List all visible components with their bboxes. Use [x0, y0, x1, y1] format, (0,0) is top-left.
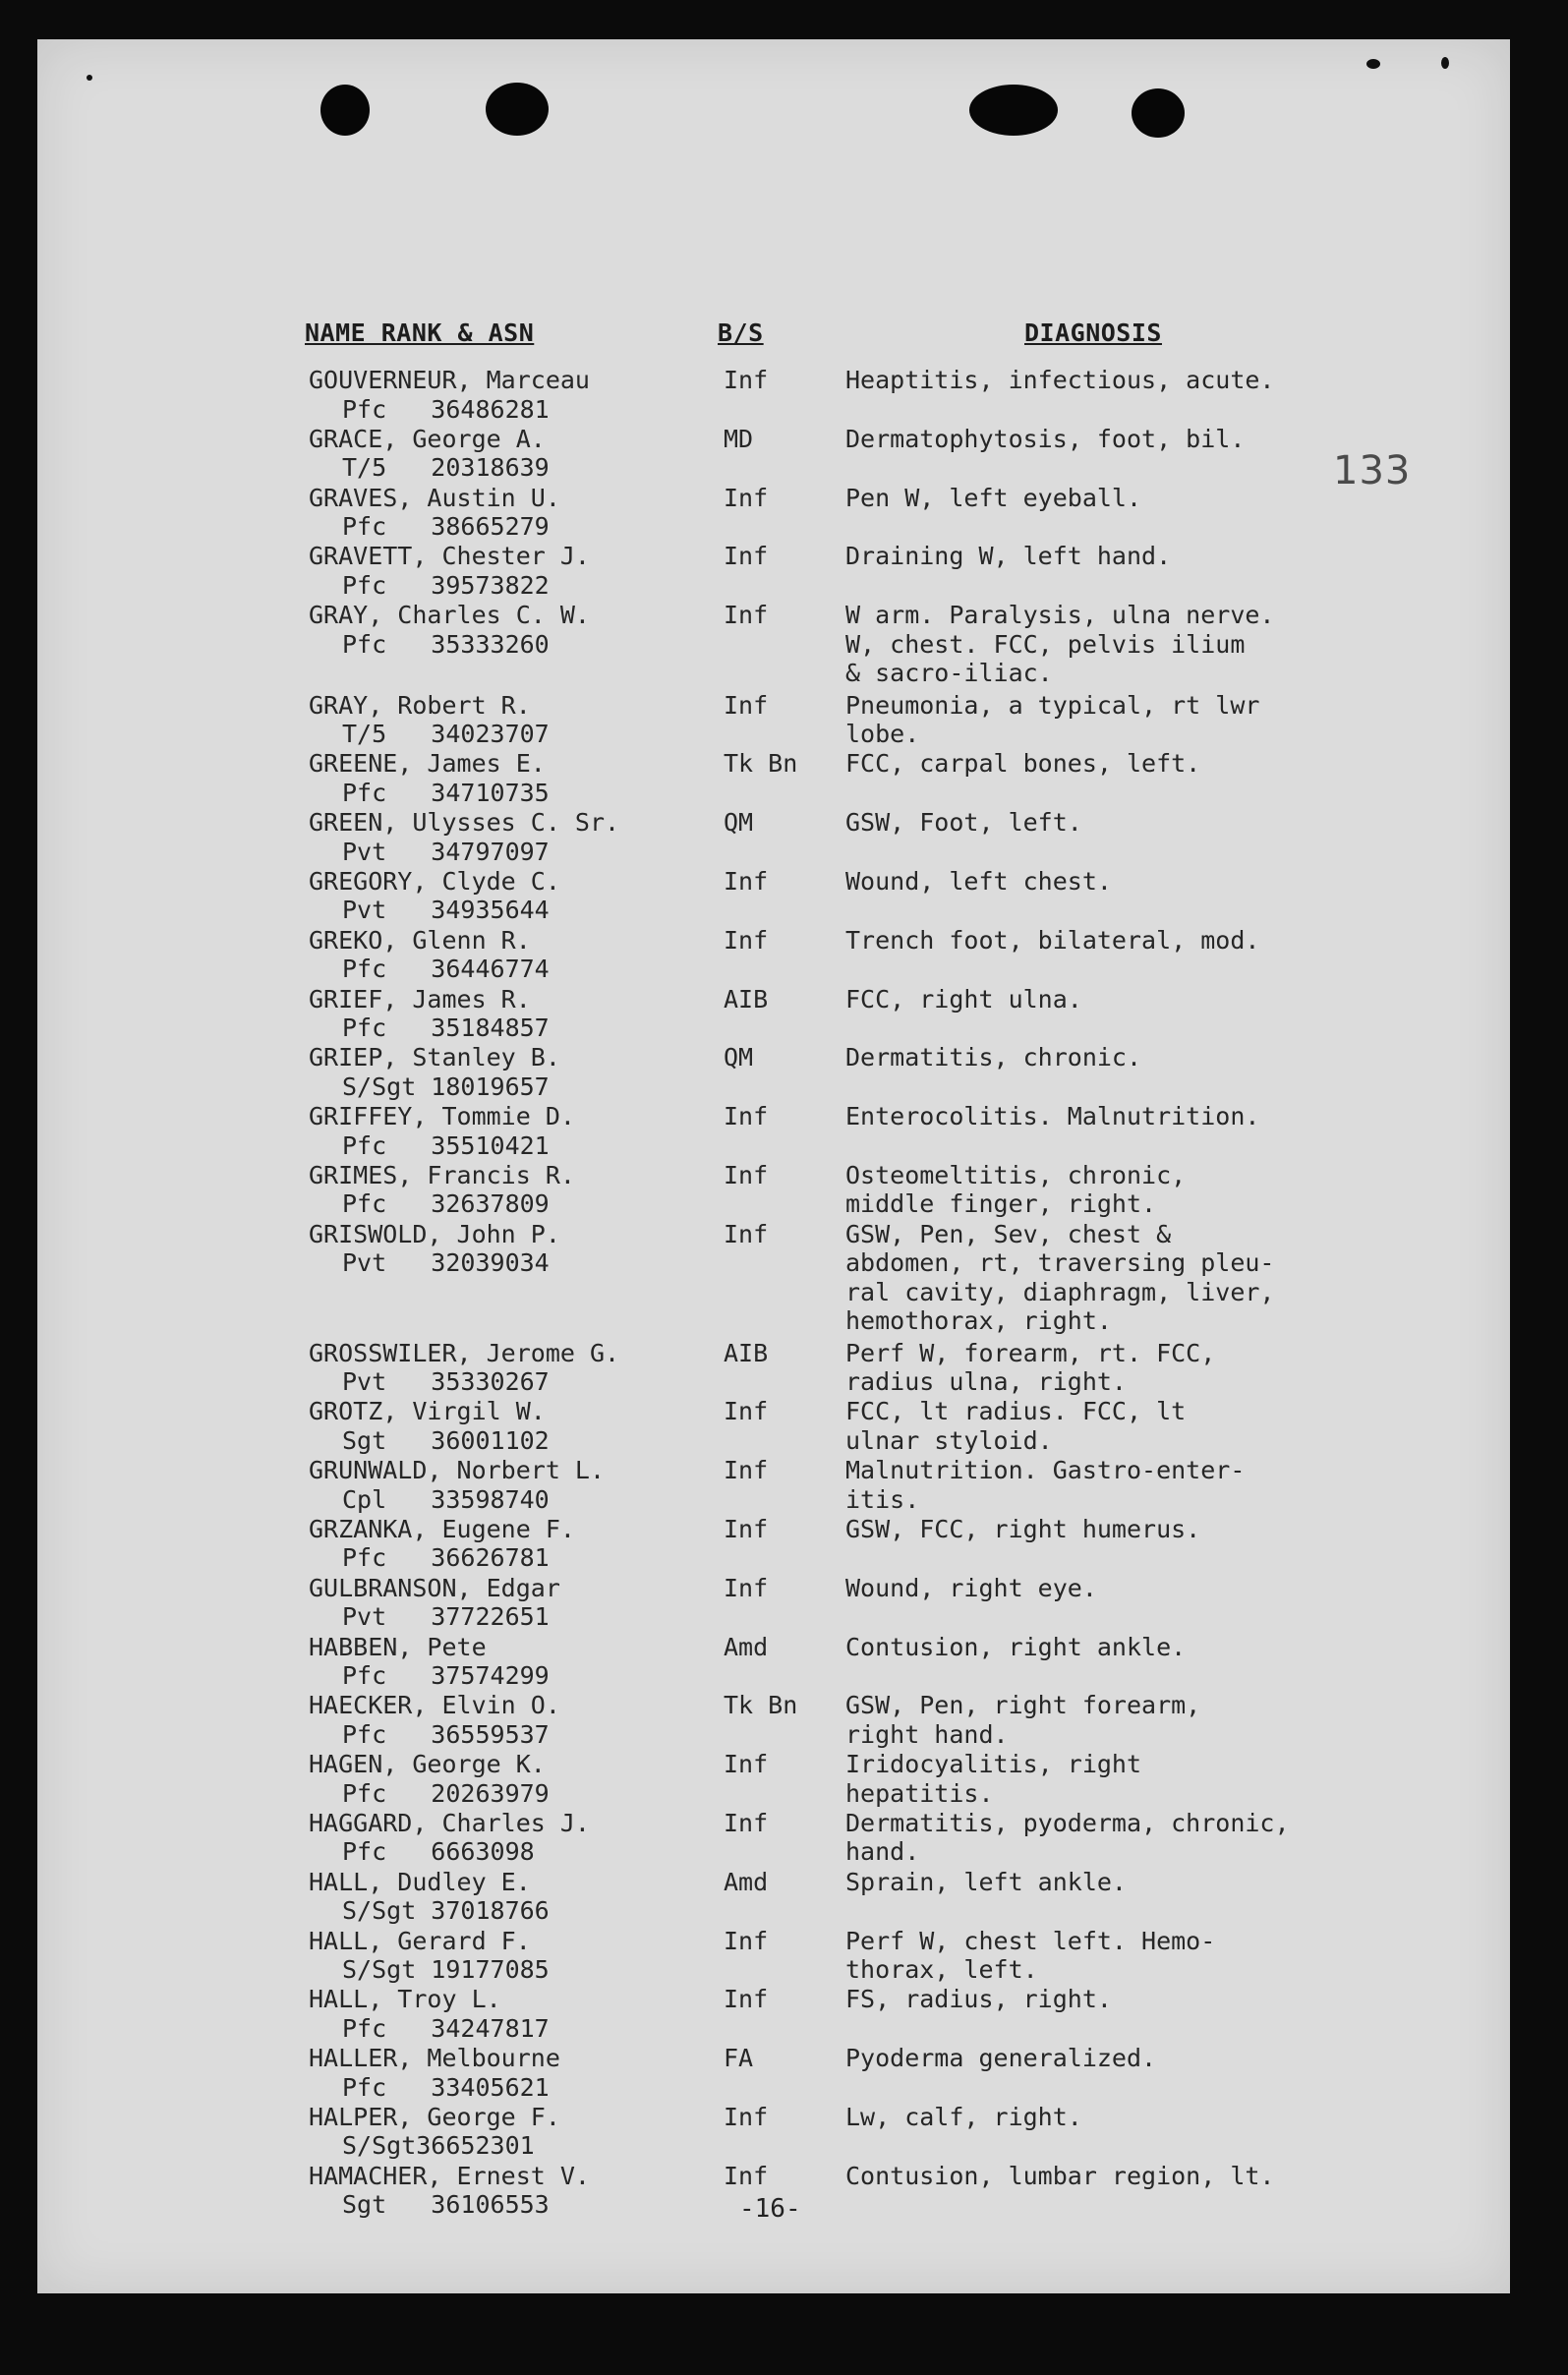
diagnosis-line: FCC, lt radius. FCC, lt	[845, 1397, 1187, 1426]
diagnosis	[845, 1750, 1141, 1808]
patient-name: GROSSWILER, Jerome G.	[309, 1338, 620, 1367]
diagnosis-line: middle finger, right.	[845, 1189, 1157, 1219]
branch-of-service: Tk Bn	[724, 749, 798, 779]
rank-asn: T/5 34023707	[342, 720, 550, 748]
diagnosis-line: itis.	[845, 1484, 920, 1514]
patient-name: HAGEN, George K.	[309, 1750, 546, 1779]
diagnosis-line: Wound, left chest.	[845, 866, 1112, 896]
rank-asn: Pfc 36559537	[342, 1719, 550, 1749]
diagnosis-line: Contusion, right ankle.	[845, 1632, 1187, 1661]
branch-of-service: Inf	[724, 1573, 769, 1602]
branch-of-service: Inf	[724, 1514, 769, 1543]
branch-of-service: FA	[724, 2044, 754, 2073]
patient-name: GRAY, Robert R.	[309, 690, 531, 720]
branch-of-service: Inf	[724, 483, 769, 512]
patient-name: GOUVERNEUR, Marceau	[309, 366, 590, 394]
diagnosis-line: ulnar styloid.	[845, 1425, 1053, 1455]
branch-of-service: Inf	[724, 2102, 769, 2131]
patient-name: GRACE, George A.	[309, 424, 546, 453]
rank-asn: Pfc 36486281	[342, 394, 550, 424]
branch-of-service: AIB	[724, 984, 769, 1014]
margin-page-number: 133	[1333, 448, 1412, 493]
diagnosis-line: Malnutrition. Gastro-enter-	[845, 1456, 1246, 1485]
diagnosis	[845, 985, 1082, 1014]
diagnosis	[845, 601, 1275, 688]
diagnosis	[845, 926, 1259, 956]
patient-name: GREEN, Ulysses C. Sr.	[309, 808, 620, 838]
rank-asn: Pfc 35184857	[342, 1014, 550, 1042]
patient-name: GRIEP, Stanley B.	[309, 1043, 560, 1072]
diagnosis	[845, 1868, 1127, 1897]
diagnosis	[845, 1220, 1275, 1336]
branch-of-service: Inf	[724, 866, 769, 896]
diagnosis-line: abdomen, rt, traversing pleu-	[845, 1248, 1275, 1278]
rank-asn: S/Sgt 37018766	[342, 1896, 550, 1926]
diagnosis-line: Pneumonia, a typical, rt lwr	[845, 690, 1260, 720]
branch-of-service: Inf	[724, 1456, 769, 1485]
patient-name: GREKO, Glenn R.	[309, 925, 531, 955]
branch-of-service: Inf	[724, 2161, 769, 2190]
branch-of-service: Inf	[724, 1808, 769, 1837]
diagnosis	[845, 691, 1259, 749]
rank-asn: Pfc 36446774	[342, 955, 550, 984]
punch-hole	[486, 83, 549, 136]
branch-of-service: Tk Bn	[724, 1691, 798, 1720]
diagnosis	[845, 808, 1082, 838]
diagnosis-line: GSW, Pen, Sev, chest &	[845, 1219, 1172, 1248]
patient-name: HAMACHER, Ernest V.	[309, 2161, 590, 2190]
diagnosis	[845, 749, 1200, 779]
diagnosis-line: Perf W, forearm, rt. FCC,	[845, 1338, 1216, 1367]
rank-asn: S/Sgt 18019657	[342, 1072, 550, 1101]
branch-of-service: Amd	[724, 1867, 769, 1896]
branch-of-service: Inf	[724, 366, 769, 394]
page-number: -16-	[739, 2194, 801, 2224]
branch-of-service: Inf	[724, 601, 769, 630]
diagnosis-line: Contusion, lumbar region, lt.	[845, 2161, 1275, 2190]
diagnosis	[845, 1515, 1200, 1544]
diagnosis-line: Enterocolitis. Malnutrition.	[845, 1102, 1260, 1131]
branch-of-service: Amd	[724, 1632, 769, 1661]
header-diagnosis: DIAGNOSIS	[1024, 319, 1162, 347]
document-page	[37, 39, 1510, 2293]
diagnosis-line: lobe.	[845, 720, 920, 748]
rank-asn: Sgt 36106553	[342, 2190, 550, 2220]
diagnosis-line: Iridocyalitis, right	[845, 1750, 1142, 1779]
patient-name: GULBRANSON, Edgar	[309, 1573, 560, 1602]
diagnosis-line: FCC, carpal bones, left.	[845, 749, 1201, 779]
rank-asn: Pfc 37574299	[342, 1661, 550, 1690]
diagnosis-line: FS, radius, right.	[845, 1985, 1112, 2014]
diagnosis	[845, 867, 1112, 897]
punch-hole	[320, 85, 370, 136]
rank-asn: Pfc 33405621	[342, 2072, 550, 2102]
branch-of-service: Inf	[724, 1985, 769, 2014]
patient-name: HAECKER, Elvin O.	[309, 1691, 560, 1720]
punch-hole	[1132, 88, 1185, 138]
patient-name: HALL, Gerard F.	[309, 1926, 531, 1955]
rank-asn: Pvt 37722651	[342, 1602, 550, 1632]
branch-of-service: Inf	[724, 1219, 769, 1248]
diagnosis-line: Pen W, left eyeball.	[845, 483, 1142, 512]
rank-asn: Pfc 6663098	[342, 1837, 535, 1867]
rank-asn: Pvt 32039034	[342, 1248, 550, 1278]
diagnosis	[845, 1161, 1186, 1219]
diagnosis-line: thorax, left.	[845, 1955, 1038, 1984]
patient-name: HABBEN, Pete	[309, 1632, 487, 1661]
diagnosis-line: Wound, right eye.	[845, 1573, 1097, 1602]
rank-asn: Pvt 34797097	[342, 837, 550, 866]
header-bs: B/S	[718, 319, 764, 347]
diagnosis-line: Dermatophytosis, foot, bil.	[845, 424, 1246, 453]
ink-speck	[1441, 57, 1449, 69]
patient-name: GROTZ, Virgil W.	[309, 1397, 546, 1426]
diagnosis-line: Lw, calf, right.	[845, 2102, 1082, 2131]
diagnosis	[845, 542, 1171, 571]
diagnosis-line: & sacro-iliac.	[845, 659, 1053, 688]
rank-asn: Pfc 34247817	[342, 2013, 550, 2043]
diagnosis	[845, 425, 1245, 454]
patient-name: GRIEF, James R.	[309, 984, 531, 1014]
diagnosis-line: Sprain, left ankle.	[845, 1867, 1127, 1896]
diagnosis-line: hepatitis.	[845, 1778, 994, 1808]
patient-name: GREGORY, Clyde C.	[309, 866, 560, 896]
diagnosis	[845, 1574, 1097, 1603]
patient-name: HALPER, George F.	[309, 2102, 560, 2131]
diagnosis-line: Pyoderma generalized.	[845, 2044, 1157, 2073]
diagnosis	[845, 1927, 1215, 1985]
patient-name: HALL, Troy L.	[309, 1985, 501, 2014]
patient-name: GRISWOLD, John P.	[309, 1219, 560, 1248]
patient-name: GRZANKA, Eugene F.	[309, 1514, 575, 1543]
ink-speck	[87, 75, 92, 81]
diagnosis	[845, 1102, 1259, 1131]
patient-name: GRAY, Charles C. W.	[309, 601, 590, 630]
diagnosis-line: GSW, FCC, right humerus.	[845, 1514, 1201, 1543]
branch-of-service: QM	[724, 1043, 754, 1072]
patient-name: GRAVETT, Chester J.	[309, 542, 590, 571]
patient-name: GRUNWALD, Norbert L.	[309, 1456, 606, 1485]
diagnosis	[845, 1456, 1245, 1514]
rank-asn: Pfc 34710735	[342, 778, 550, 807]
diagnosis-line: Trench foot, bilateral, mod.	[845, 925, 1260, 955]
patient-name: HALL, Dudley E.	[309, 1867, 531, 1896]
diagnosis-line: Heaptitis, infectious, acute.	[845, 366, 1275, 394]
branch-of-service: Inf	[724, 1160, 769, 1189]
branch-of-service: Inf	[724, 925, 769, 955]
branch-of-service: MD	[724, 424, 754, 453]
diagnosis	[845, 484, 1141, 513]
rank-asn: Pfc 36626781	[342, 1543, 550, 1573]
rank-asn: Cpl 33598740	[342, 1484, 550, 1514]
branch-of-service: Inf	[724, 542, 769, 571]
diagnosis	[845, 1339, 1215, 1397]
rank-asn: S/Sgt36652301	[342, 2131, 535, 2161]
rank-asn: Pvt 35330267	[342, 1367, 550, 1396]
rank-asn: Pfc 38665279	[342, 512, 550, 542]
diagnosis	[845, 1633, 1186, 1662]
patient-name: GRIMES, Francis R.	[309, 1160, 575, 1189]
diagnosis-line: Draining W, left hand.	[845, 542, 1172, 571]
rank-asn: Pvt 34935644	[342, 896, 550, 925]
branch-of-service: Inf	[724, 1926, 769, 1955]
diagnosis	[845, 1809, 1290, 1867]
diagnosis	[845, 2103, 1082, 2132]
rank-asn: Pfc 39573822	[342, 570, 550, 600]
rank-asn: Pfc 20263979	[342, 1778, 550, 1808]
branch-of-service: Inf	[724, 1397, 769, 1426]
diagnosis-line: radius ulna, right.	[845, 1367, 1127, 1396]
diagnosis	[845, 1691, 1200, 1749]
diagnosis	[845, 2044, 1156, 2073]
rank-asn: Pfc 35333260	[342, 629, 550, 659]
diagnosis-line: GSW, Foot, left.	[845, 808, 1082, 838]
ink-speck	[1366, 59, 1380, 69]
header-name-rank-asn: NAME RANK & ASN	[305, 319, 535, 347]
diagnosis	[845, 1985, 1112, 2014]
patient-name: HALLER, Melbourne	[309, 2044, 560, 2073]
branch-of-service: QM	[724, 808, 754, 838]
diagnosis-line: Dermatitis, chronic.	[845, 1043, 1142, 1072]
diagnosis	[845, 1397, 1186, 1455]
rank-asn: Sgt 36001102	[342, 1425, 550, 1455]
diagnosis-line: Perf W, chest left. Hemo-	[845, 1926, 1216, 1955]
diagnosis-line: Osteomeltitis, chronic,	[845, 1160, 1187, 1189]
branch-of-service: Inf	[724, 1750, 769, 1779]
diagnosis	[845, 1043, 1141, 1072]
diagnosis-line: FCC, right ulna.	[845, 984, 1082, 1014]
diagnosis-line: hemothorax, right.	[845, 1306, 1112, 1336]
rank-asn: S/Sgt 19177085	[342, 1955, 550, 1984]
diagnosis-line: ral cavity, diaphragm, liver,	[845, 1277, 1275, 1306]
diagnosis	[845, 2162, 1275, 2191]
diagnosis-line: Dermatitis, pyoderma, chronic,	[845, 1808, 1290, 1837]
rank-asn: Pfc 32637809	[342, 1189, 550, 1219]
patient-name: GRIFFEY, Tommie D.	[309, 1102, 575, 1131]
patient-name: GRAVES, Austin U.	[309, 483, 560, 512]
branch-of-service: Inf	[724, 690, 769, 720]
rank-asn: T/5 20318639	[342, 453, 550, 483]
rank-asn: Pfc 35510421	[342, 1130, 550, 1160]
diagnosis-line: right hand.	[845, 1719, 1009, 1749]
diagnosis-line: GSW, Pen, right forearm,	[845, 1691, 1201, 1720]
diagnosis	[845, 366, 1275, 395]
diagnosis-line: W arm. Paralysis, ulna nerve.	[845, 601, 1275, 630]
patient-name: GREENE, James E.	[309, 749, 546, 779]
branch-of-service: AIB	[724, 1338, 769, 1367]
diagnosis-line: hand.	[845, 1837, 920, 1867]
punch-hole	[969, 85, 1058, 136]
diagnosis-line: W, chest. FCC, pelvis ilium	[845, 629, 1246, 659]
branch-of-service: Inf	[724, 1102, 769, 1131]
patient-name: HAGGARD, Charles J.	[309, 1808, 590, 1837]
